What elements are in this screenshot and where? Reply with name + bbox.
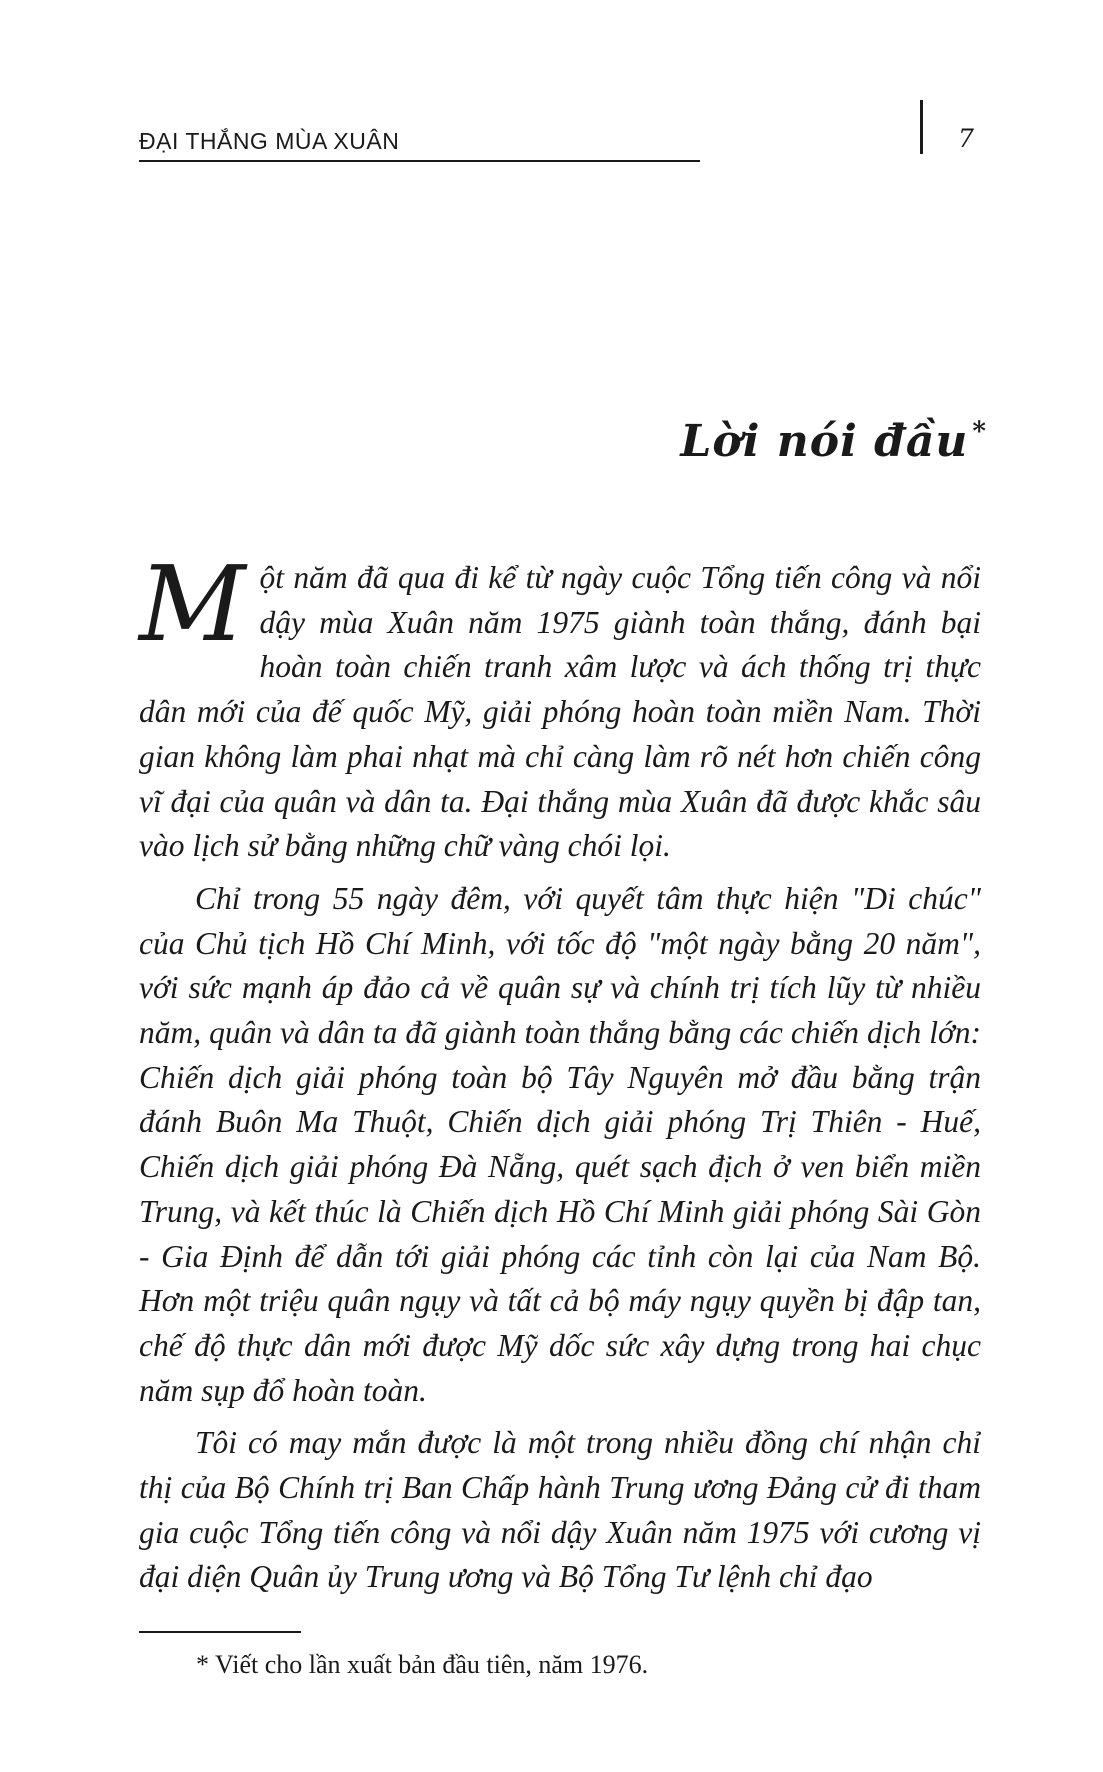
footnote-rule (139, 1631, 301, 1633)
chapter-title-text: Lời nói đầu (680, 416, 969, 467)
header-rule (139, 160, 700, 162)
drop-cap: M (139, 543, 246, 665)
title-footnote-marker: * (972, 417, 987, 447)
paragraph-1-text: ột năm đã qua đi kể từ ngày cuộc Tổng tiến công và nổi dậy mùa Xuân năm 1975 giành toàn thắng, đánh bại hoàn toàn chiến tranh xâm lược và ách thống trị thực dân mới của đế quốc Mỹ, giải phóng hoàn toàn miền Nam. Thời gian không làm phai nhạt mà chỉ càng làm rõ nét hơn chiến công vĩ đại của quân và dân ta. Đại thắng mùa Xuân đã được khắc sâu vào lịch sử bằng những chữ vàng chói lọi. (139, 560, 981, 864)
footnote: * Viết cho lần xuất bản đầu tiên, năm 1976. (196, 1650, 649, 1679)
paragraph-3: Tôi có may mắn được là một trong nhiều đồng chí nhận chỉ thị của Bộ Chính trị Ban Chấp hành Trung ương Đảng cử đi tham gia cuộc Tổng tiến công và nổi dậy Xuân năm 1975 với cương vị đại diện Quân ủy Trung ương và Bộ Tổng Tư lệnh chỉ đạo (139, 1425, 981, 1595)
page-number: 7 (958, 124, 974, 153)
paragraph-1 (139, 543, 981, 869)
header-vertical-rule (920, 100, 923, 154)
body-text (139, 543, 981, 1608)
chapter-title (680, 416, 987, 467)
paragraph-2: Chỉ trong 55 ngày đêm, với quyết tâm thực hiện "Di chúc" của Chủ tịch Hồ Chí Minh, với tốc độ "một ngày bằng 20 năm", với sức mạnh áp đảo cả về quân sự và chính trị tích lũy từ nhiều năm, quân và dân ta đã giành toàn thắng bằng các chiến dịch lớn: Chiến dịch giải phóng toàn bộ Tây Nguyên mở đầu bằng trận đánh Buôn Ma Thuột, Chiến dịch giải phóng Trị Thiên - Huế, Chiến dịch giải phóng Đà Nẵng, quét sạch địch ở ven biển miền Trung, và kết thúc là Chiến dịch Hồ Chí Minh giải phóng Sài Gòn - Gia Định để dẫn tới giải phóng các tỉnh còn lại của Nam Bộ. Hơn một triệu quân ngụy và tất cả bộ máy ngụy quyền bị đập tan, chế độ thực dân mới được Mỹ dốc sức xây dựng trong hai chục năm sụp đổ hoàn toàn. (139, 880, 981, 1408)
running-head: ĐẠI THẮNG MÙA XUÂN (139, 128, 400, 154)
